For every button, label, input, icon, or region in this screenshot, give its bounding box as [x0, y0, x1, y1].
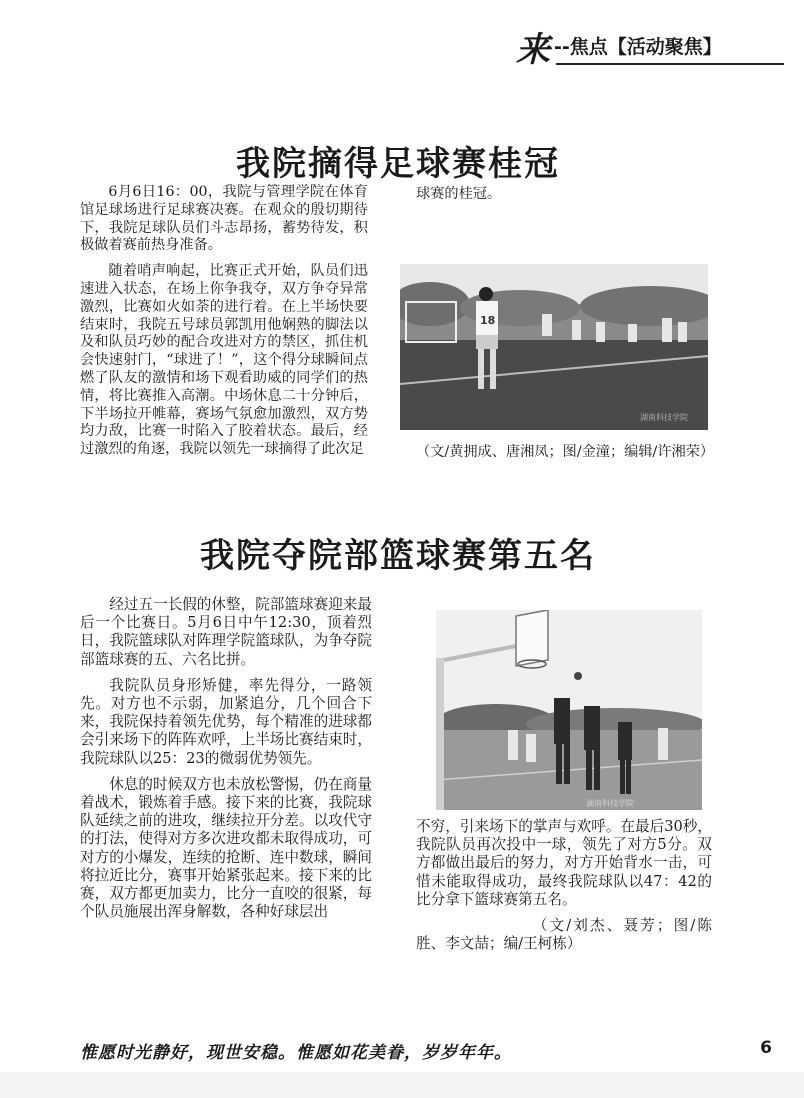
article1-title: 我院摘得足球赛桂冠 — [236, 144, 560, 184]
article2-title: 我院夺院部篮球赛第五名 — [200, 536, 596, 576]
footer-slogan: 惟愿时光静好，现世安稳。惟愿如花美眷，岁岁年年。 — [80, 1043, 512, 1063]
article2-column-left — [80, 596, 372, 929]
section-header — [516, 28, 776, 70]
article1-continuation: 球赛的桂冠。 — [416, 186, 502, 202]
article2-credit: （文/刘杰、聂芳；图/陈胜、李文喆；编/王柯栋） — [416, 917, 712, 953]
basketball-match-photo — [436, 610, 702, 810]
page-number: 6 — [760, 1038, 772, 1058]
photo-watermark: 湖南科技学院 — [640, 413, 688, 422]
article1-paragraph: 6月6日16：00，我院与管理学院在体育馆足球场进行足球赛决赛。在观众的殷切期待下，我院足球队员们斗志昂扬，蓄势待发，积极做着赛前热身准备。 — [80, 184, 368, 254]
photo-watermark: 湖南科技学院 — [586, 799, 634, 808]
footer-band — [0, 1072, 804, 1098]
article2-continuation: 不穷，引来场下的掌声与欢呼。在最后30秒，我院队员再次投中一球，领先了对方5分。双方都做出最后的努力，对方开始背水一击，可惜未能取得成功，最终我院球队以47：42的比分拿下篮球赛第五名。 — [416, 818, 712, 908]
article2-paragraph: 经过五一长假的休整，院部篮球赛迎来最后一个比赛日。5月6日中午12:30，顶着烈日，我院篮球队对阵理学院篮球队，为争夺院部篮球赛的五、六名比拼。 — [80, 596, 372, 668]
article2-column-right — [416, 818, 712, 961]
header-rule — [556, 63, 784, 65]
football-match-photo — [400, 264, 708, 430]
header-section-label: --焦点【活动聚焦】 — [554, 36, 722, 58]
basketball-photo-illustration — [436, 610, 702, 810]
header-lai-glyph: 来 — [516, 30, 550, 70]
article2-paragraph: 休息的时候双方也未放松警惕，仍在商量着战术，锻炼着手感。接下来的比赛，我院球队延续之前的进攻，继续拉开分差。以攻代守的打法，使得对方多次进攻都未取得成功，可对方的小爆发，连续的抢断、连中数球，瞬间将拉近比分，赛事开始紧张起来。接下来的比赛，双方都更加卖力，比分一直咬的很紧，每个队员施展出浑身解数，各种好球层出 — [80, 775, 372, 921]
article1-column-right — [416, 186, 706, 212]
article1-paragraph: 随着哨声响起，比赛正式开始，队员们迅速进入状态，在场上你争我夺，双方争夺异常激烈，比赛如火如荼的进行着。在上半场快要结束时，我院五号球员郭凯用他娴熟的脚法以及和队员巧妙的配合攻进对方的禁区，抓住机会快速射门，“球进了！”，这个得分球瞬间点燃了队友的激情和场下观看助威的同学们的热情，将比赛推入高潮。中场休息二十分钟后，下半场拉开帷幕，赛场气氛愈加激烈，双方势均力敌，比赛一时陷入了胶着状态。最后，经过激烈的角逐，我院以领先一球摘得了此次足 — [80, 263, 368, 458]
jersey-number: 18 — [480, 314, 496, 327]
article1-column-left — [80, 184, 368, 467]
article2-paragraph: 我院队员身形矫健，率先得分，一路领先。对方也不示弱，加紧追分，几个回合下来，我院保持着领先优势，每个精准的进球都会引来场下的阵阵欢呼，上半场比赛结束时，我院球队以25：23的微弱优势领先。 — [80, 676, 372, 767]
football-photo-illustration — [400, 264, 708, 430]
article1-credit: （文/黄拥成、唐湘凤；图/金潼；编辑/许湘荣） — [416, 444, 715, 460]
